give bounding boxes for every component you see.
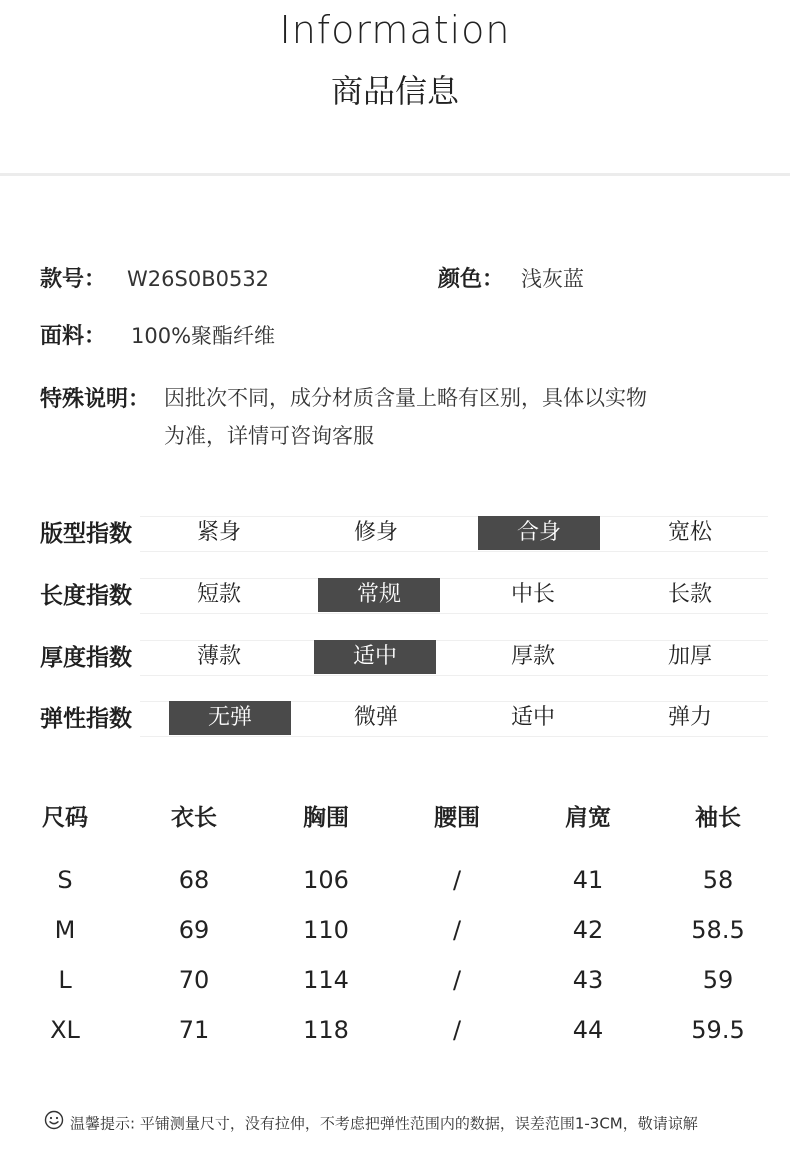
table-cell: 43 xyxy=(572,966,604,994)
table-cell: 110 xyxy=(303,916,349,944)
table-cell: S xyxy=(57,866,73,894)
index-option: 微弹 xyxy=(353,705,398,730)
size-table-header xyxy=(0,798,790,838)
index-label: 厚度指数 xyxy=(40,645,132,671)
index-option-selected: 合身 xyxy=(478,516,600,550)
index-label: 长度指数 xyxy=(40,583,132,609)
page-title-cn: 商品信息 xyxy=(330,72,459,110)
table-cell: / xyxy=(452,916,462,944)
table-cell: 71 xyxy=(178,1016,210,1044)
header-cell: 胸围 xyxy=(303,805,349,831)
header-cell: 尺码 xyxy=(42,805,88,831)
style-number-value: W26S0B0532 xyxy=(127,267,270,291)
table-cell: L xyxy=(58,966,72,994)
index-option: 中长 xyxy=(510,582,555,607)
index-label: 版型指数 xyxy=(40,521,132,547)
table-cell: 41 xyxy=(572,866,604,894)
index-option: 长款 xyxy=(667,582,712,607)
header-cell: 衣长 xyxy=(171,805,217,831)
table-cell: 118 xyxy=(303,1016,349,1044)
header-cell: 肩宽 xyxy=(565,805,611,831)
index-row-fit xyxy=(40,516,768,552)
style-number-label: 款号： xyxy=(40,267,107,292)
table-cell: M xyxy=(54,916,76,944)
index-option-selected: 常规 xyxy=(318,578,440,612)
index-row-elasticity xyxy=(40,701,768,737)
fabric-info xyxy=(40,319,275,350)
table-cell: 68 xyxy=(178,866,210,894)
header-cell: 袖长 xyxy=(695,805,741,831)
table-cell: 58.5 xyxy=(691,916,745,944)
special-note xyxy=(40,382,150,413)
index-row-thickness xyxy=(40,640,768,676)
index-option: 薄款 xyxy=(196,644,241,669)
smile-icon xyxy=(44,1110,64,1138)
index-option: 加厚 xyxy=(667,644,712,669)
table-row xyxy=(0,1010,790,1050)
table-cell: 106 xyxy=(303,866,349,894)
table-cell: 42 xyxy=(572,916,604,944)
index-option: 短款 xyxy=(196,582,241,607)
notice-text: 温馨提示: 平铺测量尺寸，没有拉伸，不考虑把弹性范围内的数据，误差范围1-3CM，敬请谅解 xyxy=(70,1114,698,1133)
table-cell: 44 xyxy=(572,1016,604,1044)
header-cell: 腰围 xyxy=(434,805,480,831)
table-cell: XL xyxy=(50,1016,80,1044)
table-cell: 59.5 xyxy=(691,1016,745,1044)
table-cell: 59 xyxy=(702,966,734,994)
fabric-label: 面料： xyxy=(40,324,107,349)
index-option: 弹力 xyxy=(667,705,712,730)
index-option-selected: 无弹 xyxy=(169,701,291,735)
table-cell: / xyxy=(452,1016,462,1044)
table-cell: / xyxy=(452,866,462,894)
special-note-text-1 xyxy=(164,382,647,412)
color-info xyxy=(438,262,584,293)
table-row xyxy=(0,910,790,950)
special-note-text-2 xyxy=(164,420,374,450)
index-option: 宽松 xyxy=(667,520,712,545)
page-title-en: Information xyxy=(279,8,511,52)
table-row xyxy=(0,960,790,1000)
header-divider xyxy=(0,173,790,176)
table-cell: 58 xyxy=(702,866,734,894)
index-option: 适中 xyxy=(510,705,555,730)
color-value: 浅灰蓝 xyxy=(521,267,585,291)
index-option: 紧身 xyxy=(196,520,241,545)
table-cell: / xyxy=(452,966,462,994)
index-option: 厚款 xyxy=(510,644,555,669)
index-row-length xyxy=(40,578,768,614)
index-option: 修身 xyxy=(353,520,398,545)
special-note-line-2: 为准，详情可咨询客服 xyxy=(164,424,374,448)
special-note-label: 特殊说明： xyxy=(40,387,151,412)
table-cell: 70 xyxy=(178,966,210,994)
index-label: 弹性指数 xyxy=(40,706,132,732)
color-label: 颜色： xyxy=(438,267,505,292)
measurement-notice xyxy=(44,1110,698,1138)
style-number xyxy=(40,262,269,293)
table-cell: 114 xyxy=(303,966,349,994)
index-option-selected: 适中 xyxy=(314,640,436,674)
table-cell: 69 xyxy=(178,916,210,944)
special-note-line-1: 因批次不同，成分材质含量上略有区别，具体以实物 xyxy=(164,386,647,410)
fabric-value: 100%聚酯纤维 xyxy=(131,324,276,348)
table-row xyxy=(0,860,790,900)
